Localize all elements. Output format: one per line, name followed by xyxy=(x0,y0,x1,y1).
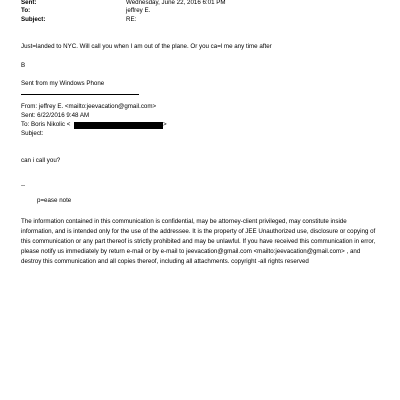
redaction-bar xyxy=(74,122,163,129)
body-line: Just=landed to NYC. Will call you when I am out of the plane. Or you ca=l me any time after xyxy=(21,43,272,50)
subject-value: RE: xyxy=(126,16,137,23)
disclaimer-text: The information contained in this communication is confidential, may be attorney-client privileged, may constitute inside information, and is intended only for the use of the addressee. It is the property of JEE Unauthorized use, disclosure or copying of this communication or any part thereof is strictly prohibited and may be unlawful. If you have received this communication in error, please notify us immediately by return e-mail or by e-mail to jeevacation@gmail.com <mailto:jeevacation@gmail.com> , and destroy this communication and all copies thereof, including all attachments. copyright -all rights reserved xyxy=(21,218,376,265)
signature: Sent from my Windows Phone xyxy=(21,80,105,87)
quoted-to xyxy=(21,121,70,128)
quoted-sent: Sent: 6/22/2016 9:48 AM xyxy=(21,112,90,119)
please-note: p=ease note xyxy=(37,197,72,204)
quoted-message: can i call you? xyxy=(21,157,61,164)
body-initial: B xyxy=(21,62,26,69)
sent-label: Sent: xyxy=(21,0,37,6)
to-label: To: xyxy=(21,7,31,14)
sent-value: Wednesday, June 22, 2016 6:01 PM xyxy=(126,0,226,6)
to-value: jeffrey E. xyxy=(126,7,151,14)
quoted-to-prefix: To: Boris Nikolic < xyxy=(21,121,71,128)
signature-rule xyxy=(21,94,139,95)
quoted-to-suffix: > xyxy=(163,121,167,128)
quoted-subject: Subject: xyxy=(21,130,44,137)
subject-label: Subject: xyxy=(21,16,46,23)
quoted-dashes: -- xyxy=(21,182,26,189)
quoted-from: From: jeffrey E. <mailto:jeevacation@gmail.com> xyxy=(21,103,157,110)
